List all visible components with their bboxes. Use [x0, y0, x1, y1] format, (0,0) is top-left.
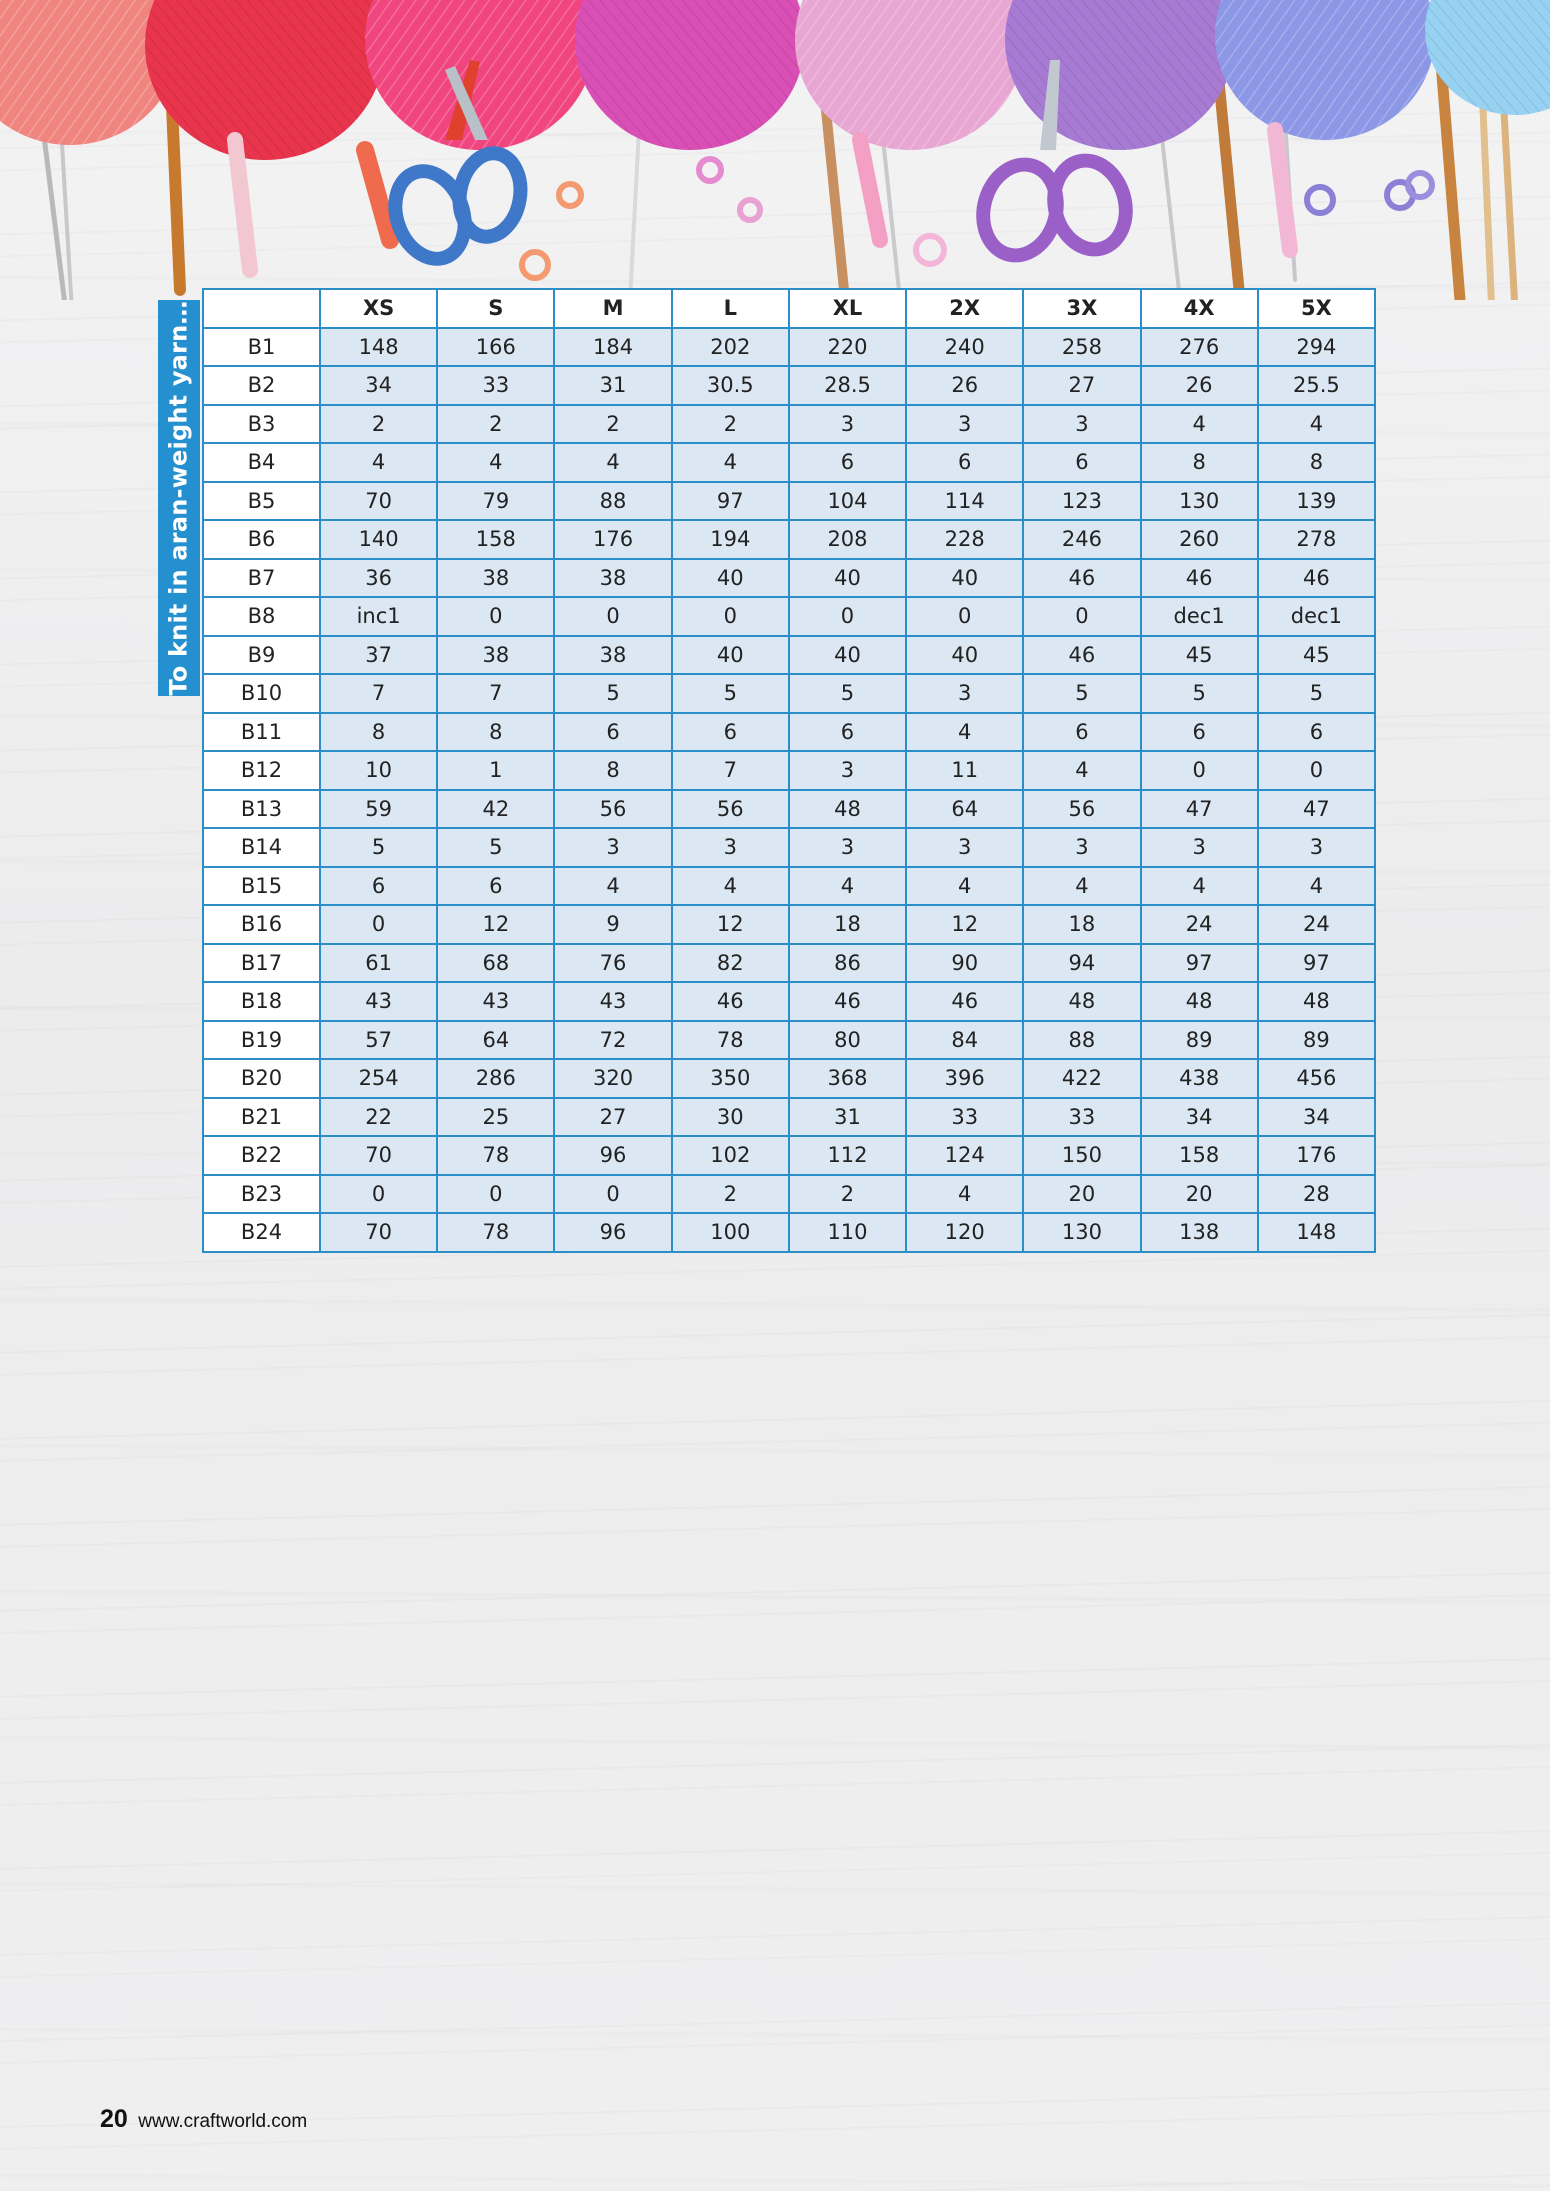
row-label-cell: B3 [203, 405, 320, 444]
value-cell: 0 [1258, 751, 1375, 790]
value-cell: 3 [1141, 828, 1258, 867]
value-cell: 3 [1023, 405, 1140, 444]
value-cell: 7 [320, 674, 437, 713]
value-cell: 68 [437, 944, 554, 983]
value-cell: 8 [320, 713, 437, 752]
value-cell: 294 [1258, 328, 1375, 367]
value-cell: 18 [789, 905, 906, 944]
value-cell: 6 [672, 713, 789, 752]
value-cell: 422 [1023, 1059, 1140, 1098]
value-cell: 112 [789, 1136, 906, 1175]
row-label-cell: B2 [203, 366, 320, 405]
value-cell: 82 [672, 944, 789, 983]
value-cell: 104 [789, 482, 906, 521]
value-cell: 26 [1141, 366, 1258, 405]
value-cell: 6 [789, 443, 906, 482]
value-cell: 36 [320, 559, 437, 598]
value-cell: 38 [554, 636, 671, 675]
value-cell: 4 [1258, 405, 1375, 444]
value-cell: 368 [789, 1059, 906, 1098]
row-label-cell: B10 [203, 674, 320, 713]
value-cell: 40 [906, 636, 1023, 675]
value-cell: 150 [1023, 1136, 1140, 1175]
table-row [203, 982, 1375, 1021]
value-cell: 31 [554, 366, 671, 405]
row-label-cell: B23 [203, 1175, 320, 1214]
table-row [203, 1136, 1375, 1175]
value-cell: 78 [672, 1021, 789, 1060]
table-row [203, 366, 1375, 405]
website-url: www.craftworld.com [138, 2111, 308, 2132]
value-cell: 34 [1258, 1098, 1375, 1137]
size-column-header: M [554, 289, 671, 328]
table-row [203, 636, 1375, 675]
value-cell: 46 [1141, 559, 1258, 598]
value-cell: 4 [554, 443, 671, 482]
value-cell: 456 [1258, 1059, 1375, 1098]
row-label-cell: B18 [203, 982, 320, 1021]
size-column-header: 4X [1141, 289, 1258, 328]
value-cell: 138 [1141, 1213, 1258, 1252]
table-row [203, 520, 1375, 559]
value-cell: 47 [1258, 790, 1375, 829]
value-cell: 28.5 [789, 366, 906, 405]
value-cell: 4 [789, 867, 906, 906]
size-column-header: 5X [1258, 289, 1375, 328]
value-cell: 70 [320, 1136, 437, 1175]
value-cell: 8 [437, 713, 554, 752]
value-cell: 130 [1023, 1213, 1140, 1252]
value-cell: 0 [437, 597, 554, 636]
table-row [203, 905, 1375, 944]
value-cell: 24 [1141, 905, 1258, 944]
value-cell: 8 [554, 751, 671, 790]
table-row [203, 1059, 1375, 1098]
table-row [203, 1175, 1375, 1214]
value-cell: 3 [554, 828, 671, 867]
value-cell: 4 [1023, 751, 1140, 790]
table-row [203, 713, 1375, 752]
size-column-header: 3X [1023, 289, 1140, 328]
value-cell: 6 [437, 867, 554, 906]
row-label-cell: B16 [203, 905, 320, 944]
yarn-header-image [0, 0, 1550, 300]
value-cell: 10 [320, 751, 437, 790]
value-cell: 148 [320, 328, 437, 367]
value-cell: 86 [789, 944, 906, 983]
value-cell: 5 [672, 674, 789, 713]
value-cell: 46 [789, 982, 906, 1021]
value-cell: 56 [1023, 790, 1140, 829]
value-cell: 5 [320, 828, 437, 867]
value-cell: 158 [1141, 1136, 1258, 1175]
value-cell: 37 [320, 636, 437, 675]
row-label-cell: B8 [203, 597, 320, 636]
size-column-header: 2X [906, 289, 1023, 328]
row-label-cell: B19 [203, 1021, 320, 1060]
size-table [202, 288, 1376, 1253]
value-cell: 40 [906, 559, 1023, 598]
value-cell: 40 [672, 636, 789, 675]
size-column-header: L [672, 289, 789, 328]
value-cell: 64 [437, 1021, 554, 1060]
value-cell: 2 [554, 405, 671, 444]
value-cell: 114 [906, 482, 1023, 521]
value-cell: 3 [789, 828, 906, 867]
value-cell: 26 [906, 366, 1023, 405]
value-cell: 59 [320, 790, 437, 829]
value-cell: 0 [672, 597, 789, 636]
table-row [203, 482, 1375, 521]
value-cell: 12 [437, 905, 554, 944]
value-cell: 48 [789, 790, 906, 829]
value-cell: 25 [437, 1098, 554, 1137]
value-cell: 4 [320, 443, 437, 482]
value-cell: 9 [554, 905, 671, 944]
value-cell: 43 [320, 982, 437, 1021]
value-cell: 176 [554, 520, 671, 559]
value-cell: 46 [1023, 559, 1140, 598]
table-corner-cell [203, 289, 320, 328]
row-label-cell: B17 [203, 944, 320, 983]
value-cell: 0 [789, 597, 906, 636]
table-row [203, 751, 1375, 790]
value-cell: 123 [1023, 482, 1140, 521]
value-cell: 124 [906, 1136, 1023, 1175]
value-cell: 6 [1023, 713, 1140, 752]
value-cell: 94 [1023, 944, 1140, 983]
value-cell: 0 [1023, 597, 1140, 636]
value-cell: 208 [789, 520, 906, 559]
value-cell: 40 [789, 636, 906, 675]
value-cell: 3 [1258, 828, 1375, 867]
value-cell: 22 [320, 1098, 437, 1137]
row-label-cell: B24 [203, 1213, 320, 1252]
value-cell: 184 [554, 328, 671, 367]
value-cell: 276 [1141, 328, 1258, 367]
value-cell: 88 [1023, 1021, 1140, 1060]
value-cell: 97 [1258, 944, 1375, 983]
row-label-cell: B11 [203, 713, 320, 752]
value-cell: 5 [554, 674, 671, 713]
value-cell: 7 [437, 674, 554, 713]
value-cell: 84 [906, 1021, 1023, 1060]
value-cell: 27 [1023, 366, 1140, 405]
value-cell: 4 [672, 867, 789, 906]
value-cell: 4 [437, 443, 554, 482]
value-cell: 18 [1023, 905, 1140, 944]
table-row [203, 1098, 1375, 1137]
row-label-cell: B5 [203, 482, 320, 521]
value-cell: 33 [906, 1098, 1023, 1137]
value-cell: 78 [437, 1136, 554, 1175]
value-cell: 6 [1023, 443, 1140, 482]
sidebar-label-text: To knit in aran-weight yarn… [165, 300, 194, 696]
value-cell: 0 [906, 597, 1023, 636]
value-cell: 20 [1023, 1175, 1140, 1214]
value-cell: 350 [672, 1059, 789, 1098]
value-cell: 31 [789, 1098, 906, 1137]
value-cell: 3 [906, 828, 1023, 867]
table-body [203, 328, 1375, 1252]
value-cell: 89 [1258, 1021, 1375, 1060]
table-row [203, 443, 1375, 482]
value-cell: 70 [320, 1213, 437, 1252]
value-cell: 6 [320, 867, 437, 906]
value-cell: 12 [672, 905, 789, 944]
size-column-header: XL [789, 289, 906, 328]
value-cell: 286 [437, 1059, 554, 1098]
value-cell: dec1 [1258, 597, 1375, 636]
value-cell: 438 [1141, 1059, 1258, 1098]
value-cell: 78 [437, 1213, 554, 1252]
value-cell: 24 [1258, 905, 1375, 944]
value-cell: 0 [437, 1175, 554, 1214]
value-cell: 2 [672, 1175, 789, 1214]
value-cell: 0 [320, 905, 437, 944]
value-cell: 6 [1141, 713, 1258, 752]
value-cell: 96 [554, 1136, 671, 1175]
table-row [203, 1021, 1375, 1060]
value-cell: 33 [437, 366, 554, 405]
value-cell: 240 [906, 328, 1023, 367]
value-cell: 34 [1141, 1098, 1258, 1137]
value-cell: 90 [906, 944, 1023, 983]
value-cell: 56 [554, 790, 671, 829]
value-cell: 97 [1141, 944, 1258, 983]
value-cell: 57 [320, 1021, 437, 1060]
value-cell: 120 [906, 1213, 1023, 1252]
value-cell: 5 [437, 828, 554, 867]
value-cell: 28 [1258, 1175, 1375, 1214]
table-row [203, 1213, 1375, 1252]
value-cell: 72 [554, 1021, 671, 1060]
value-cell: dec1 [1141, 597, 1258, 636]
row-label-cell: B13 [203, 790, 320, 829]
value-cell: 64 [906, 790, 1023, 829]
value-cell: 2 [320, 405, 437, 444]
row-label-cell: B14 [203, 828, 320, 867]
table-row [203, 559, 1375, 598]
value-cell: 88 [554, 482, 671, 521]
value-cell: 3 [789, 751, 906, 790]
table-row [203, 674, 1375, 713]
value-cell: 5 [1023, 674, 1140, 713]
value-cell: 96 [554, 1213, 671, 1252]
value-cell: 11 [906, 751, 1023, 790]
value-cell: 176 [1258, 1136, 1375, 1175]
value-cell: 246 [1023, 520, 1140, 559]
value-cell: 40 [672, 559, 789, 598]
value-cell: 7 [672, 751, 789, 790]
value-cell: 61 [320, 944, 437, 983]
value-cell: 38 [554, 559, 671, 598]
value-cell: 46 [906, 982, 1023, 1021]
value-cell: 8 [1141, 443, 1258, 482]
row-label-cell: B6 [203, 520, 320, 559]
value-cell: 130 [1141, 482, 1258, 521]
value-cell: 20 [1141, 1175, 1258, 1214]
value-cell: 45 [1141, 636, 1258, 675]
value-cell: 76 [554, 944, 671, 983]
row-label-cell: B12 [203, 751, 320, 790]
value-cell: 5 [789, 674, 906, 713]
value-cell: 396 [906, 1059, 1023, 1098]
value-cell: 4 [1023, 867, 1140, 906]
value-cell: 48 [1023, 982, 1140, 1021]
value-cell: 254 [320, 1059, 437, 1098]
value-cell: 139 [1258, 482, 1375, 521]
value-cell: 2 [437, 405, 554, 444]
value-cell: 278 [1258, 520, 1375, 559]
value-cell: 0 [320, 1175, 437, 1214]
value-cell: 6 [1258, 713, 1375, 752]
table-row [203, 790, 1375, 829]
value-cell: 25.5 [1258, 366, 1375, 405]
value-cell: 4 [906, 1175, 1023, 1214]
value-cell: 43 [554, 982, 671, 1021]
value-cell: 46 [1023, 636, 1140, 675]
section-sidebar-label [158, 300, 200, 696]
size-column-header: XS [320, 289, 437, 328]
value-cell: 56 [672, 790, 789, 829]
value-cell: 158 [437, 520, 554, 559]
value-cell: 3 [789, 405, 906, 444]
value-cell: 4 [554, 867, 671, 906]
value-cell: 102 [672, 1136, 789, 1175]
value-cell: 228 [906, 520, 1023, 559]
value-cell: 110 [789, 1213, 906, 1252]
row-label-cell: B22 [203, 1136, 320, 1175]
value-cell: 258 [1023, 328, 1140, 367]
value-cell: 202 [672, 328, 789, 367]
value-cell: 5 [1258, 674, 1375, 713]
page-number: 20 [100, 2105, 128, 2133]
size-column-header: S [437, 289, 554, 328]
value-cell: 0 [554, 597, 671, 636]
value-cell: 70 [320, 482, 437, 521]
value-cell: 1 [437, 751, 554, 790]
value-cell: 6 [906, 443, 1023, 482]
value-cell: 4 [906, 713, 1023, 752]
value-cell: 100 [672, 1213, 789, 1252]
value-cell: 3 [906, 405, 1023, 444]
value-cell: 79 [437, 482, 554, 521]
value-cell: 42 [437, 790, 554, 829]
value-cell: 140 [320, 520, 437, 559]
value-cell: 0 [554, 1175, 671, 1214]
value-cell: 38 [437, 636, 554, 675]
row-label-cell: B15 [203, 867, 320, 906]
row-label-cell: B1 [203, 328, 320, 367]
value-cell: 6 [789, 713, 906, 752]
value-cell: 30.5 [672, 366, 789, 405]
value-cell: 260 [1141, 520, 1258, 559]
table-row [203, 867, 1375, 906]
value-cell: 97 [672, 482, 789, 521]
table-row [203, 328, 1375, 367]
value-cell: 3 [906, 674, 1023, 713]
table-row [203, 944, 1375, 983]
table-row [203, 597, 1375, 636]
value-cell: 166 [437, 328, 554, 367]
row-label-cell: B7 [203, 559, 320, 598]
value-cell: 320 [554, 1059, 671, 1098]
row-label-cell: B20 [203, 1059, 320, 1098]
value-cell: 12 [906, 905, 1023, 944]
value-cell: 4 [1258, 867, 1375, 906]
value-cell: 4 [1141, 867, 1258, 906]
value-cell: 148 [1258, 1213, 1375, 1252]
value-cell: 6 [554, 713, 671, 752]
table-header [203, 289, 1375, 328]
page-footer [100, 2105, 307, 2134]
value-cell: 4 [1141, 405, 1258, 444]
value-cell: 2 [672, 405, 789, 444]
value-cell: 43 [437, 982, 554, 1021]
value-cell: 47 [1141, 790, 1258, 829]
value-cell: 4 [906, 867, 1023, 906]
value-cell: 40 [789, 559, 906, 598]
value-cell: 194 [672, 520, 789, 559]
value-cell: 80 [789, 1021, 906, 1060]
value-cell: 0 [1141, 751, 1258, 790]
row-label-cell: B4 [203, 443, 320, 482]
value-cell: 89 [1141, 1021, 1258, 1060]
value-cell: 46 [1258, 559, 1375, 598]
row-label-cell: B9 [203, 636, 320, 675]
value-cell: 48 [1141, 982, 1258, 1021]
value-cell: 220 [789, 328, 906, 367]
table-row [203, 405, 1375, 444]
value-cell: 2 [789, 1175, 906, 1214]
value-cell: 34 [320, 366, 437, 405]
value-cell: 4 [672, 443, 789, 482]
value-cell: inc1 [320, 597, 437, 636]
row-label-cell: B21 [203, 1098, 320, 1137]
value-cell: 45 [1258, 636, 1375, 675]
value-cell: 48 [1258, 982, 1375, 1021]
value-cell: 46 [672, 982, 789, 1021]
value-cell: 27 [554, 1098, 671, 1137]
value-cell: 8 [1258, 443, 1375, 482]
table-row [203, 828, 1375, 867]
value-cell: 33 [1023, 1098, 1140, 1137]
value-cell: 3 [1023, 828, 1140, 867]
value-cell: 5 [1141, 674, 1258, 713]
table-header-row [203, 289, 1375, 328]
value-cell: 3 [672, 828, 789, 867]
value-cell: 30 [672, 1098, 789, 1137]
value-cell: 38 [437, 559, 554, 598]
